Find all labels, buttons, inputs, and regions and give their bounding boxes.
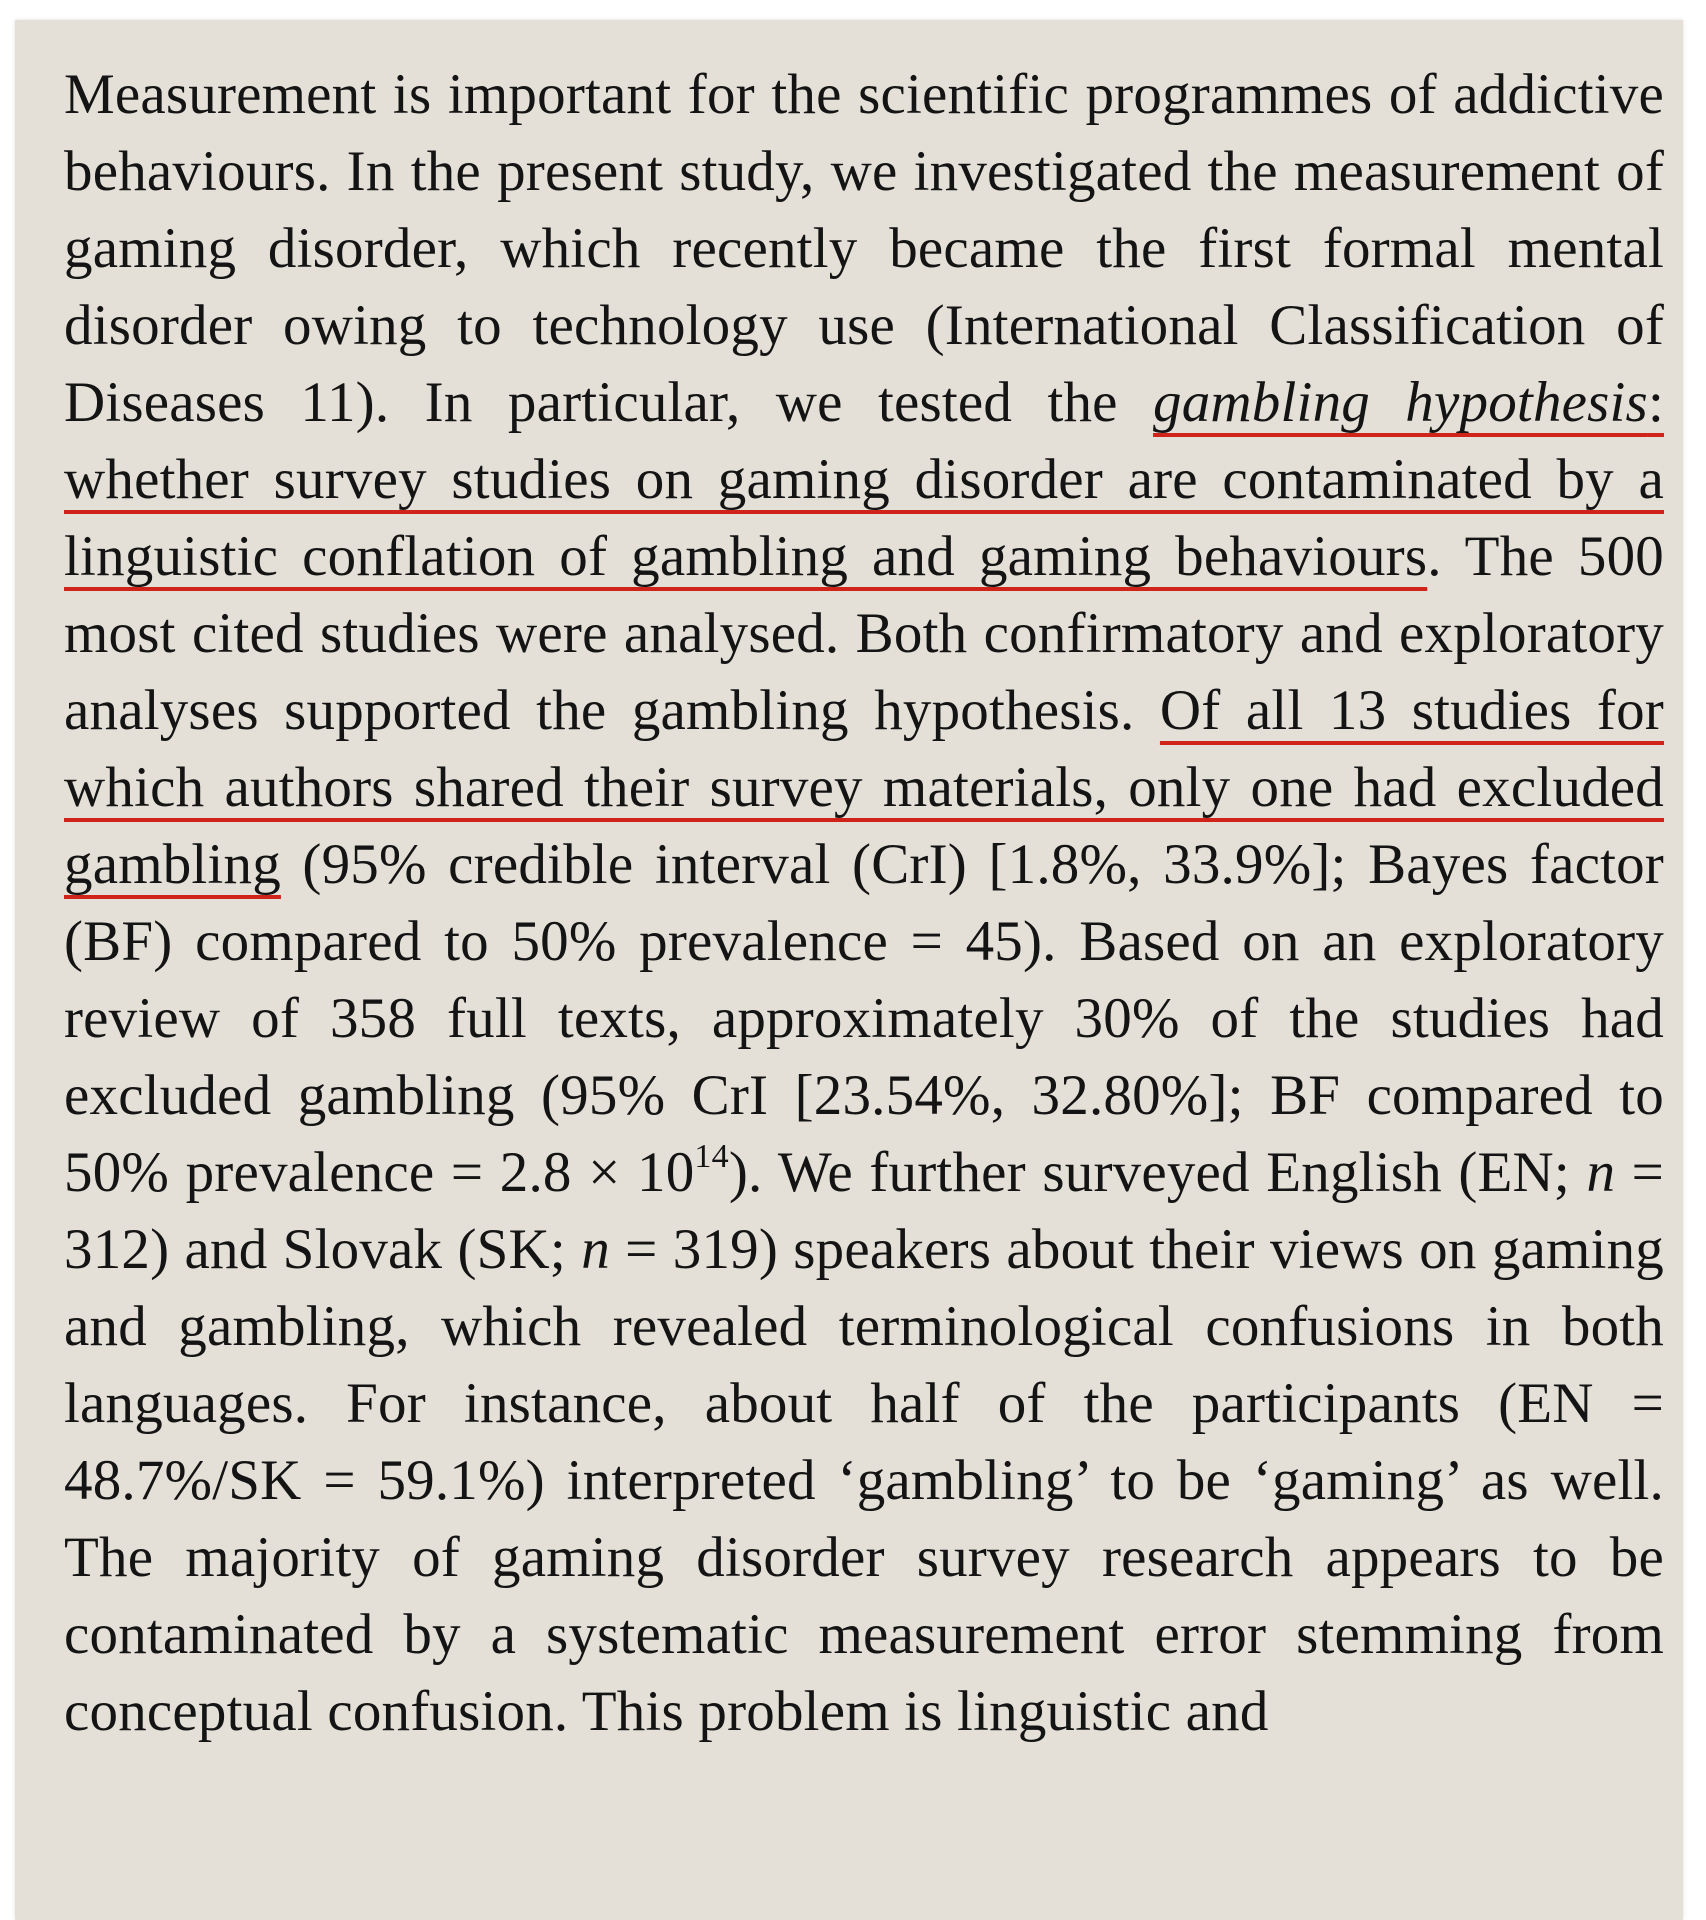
page-top-strip <box>0 0 1706 18</box>
abstract-sentence-conclusion: = 319) speakers about their views on gaming and gambling, which revealed terminological confusions in both languages. For instance, about half of the participants (EN = 48.7%/SK = 59.1%) interpreted ‘gambling’ to be ‘gaming’ as well. The majority of gaming disorder survey research appears to be contaminated by a systematic measurement error stemming from conceptual confusion. This problem is linguistic and <box>64 1218 1665 1743</box>
abstract-sentence-intro: Measurement is important for the scientific programmes of addictive behaviours. In the present study, we investigated the measurement of gaming disorder, which recently became the first formal mental disorder owing to technology use (International Classification of Diseases 11). In particular, we tested the <box>64 63 1664 434</box>
sample-size-n-sk: n <box>581 1218 610 1281</box>
abstract-sentence-statistics: (95% credible interval (CrI) [1.8%, 33.9%]; Bayes factor (BF) compared to 50% prevalence = 45). Based on an exploratory review of 358 full texts, approximately 30% of the studies had excluded gambling (95% CrI [23.54%, 32.80%]; BF compared to 50% prevalence = 2.8 × 10 <box>64 833 1664 1204</box>
sample-size-n-en: n <box>1586 1141 1616 1204</box>
highlight-hypothesis-definition: : whether survey studies on gaming disorder are contaminated by a linguistic conflation of gambling and gaming behaviours <box>64 371 1664 588</box>
term-gambling-hypothesis: gambling hypothesis <box>1153 371 1648 434</box>
abstract-sentence-analyses: . The 500 most cited studies were analysed. Both confirmatory and exploratory analyses supported the gambling hypothesis. <box>64 525 1664 742</box>
abstract-paragraph <box>64 56 1664 1750</box>
abstract-card <box>15 20 1683 1920</box>
exponent: 14 <box>694 1138 729 1175</box>
highlight-shared-materials-finding: Of all 13 studies for which authors shared their survey materials, only one had excluded gambling <box>64 679 1664 896</box>
abstract-sentence-survey-sk: = 312) and Slovak (SK; <box>64 1141 1664 1281</box>
abstract-sentence-survey-en: ). We further surveyed English (EN; <box>728 1141 1587 1204</box>
